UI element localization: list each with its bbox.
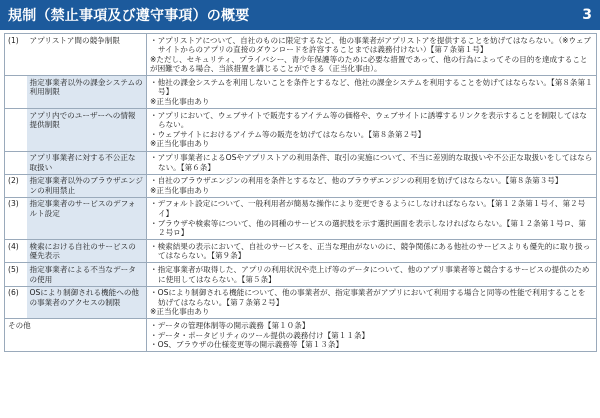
other-description [147,319,597,352]
row-category: 指定事業者による不当なデータの使用 [27,263,147,286]
table-row-other [5,319,597,352]
note-text: ※正当化事由あり [150,307,210,317]
table-row [5,263,597,286]
bullet-text: ・デフォルト設定について、一般利用者が簡易な操作により変更できるようにしなければならない。【第１２条第１号イ、第２号イ】 [150,199,586,218]
row-description [147,263,597,286]
bullet-text: ・データの管理体制等の開示義務【第１０条】 [150,320,310,330]
row-number: (6) [5,286,27,319]
note-text: ※正当化事由あり [150,185,210,195]
row-number: (3) [5,197,27,239]
row-category: 指定事業者のサービスのデフォルト設定 [27,197,147,239]
row-number [5,109,27,151]
table-row [5,76,597,109]
row-category: OSにより制御される機能への他の事業者のアクセスの制限 [27,286,147,319]
page-number: 3 [582,7,592,23]
bullet-text: ・OSにより制御される機能について、他の事業者が、指定事業者がアプリにおいて利用する場合と同等の性能で利用することを妨げてはならない。【第７条第２号】 [150,288,586,307]
bullet-text: ・他社の課金システムを利用しないことを条件とするなど、他社の課金システムを利用することを妨げてはならない。【第８条第１号】 [150,77,593,97]
row-number: (4) [5,240,27,263]
slide-header [0,0,600,30]
table-row [5,34,597,76]
table-row [5,286,597,319]
table-row [5,109,597,151]
row-category: アプリ事業者に対する不公正な取扱い [27,151,147,174]
regulation-table [4,33,597,352]
row-description [147,76,597,109]
row-description [147,197,597,239]
bullet-text: ・検索結果の表示において、自社のサービスを、正当な理由がないのに、競争関係にある他社のサービスよりも優先的に取り扱ってはならない。【第９条】 [150,241,591,261]
table-row [5,151,597,174]
bullet-text: ・自社のブラウザエンジンの利用を条件とするなど、他のブラウザエンジンの利用を妨げてはならない。【第８条第３号】 [150,176,563,186]
row-category: 検索における自社のサービスの優先表示 [27,240,147,263]
note-text: ※正当化事由あり [150,97,210,107]
row-category: アプリストア間の競争制限 [27,34,147,76]
other-label: その他 [5,319,147,352]
row-category: アプリ内でのユーザーへの情報提供制限 [27,109,147,151]
bullet-text: ・アプリストアについて、自社のものに限定するなど、他の事業者がアプリストアを提供することを妨げてはならない。（※ウェブサイトからのアプリの直接のダウンロードを許容することまでは義務付けない）【第７条第１号】 [150,35,592,55]
bullet-text: ・アプリ事業者によるOSやアプリストアの利用条件、取引の実施について、不当に差別的な取扱いや不公正な取扱いをしてはならない。【第６条】 [150,153,593,172]
row-description [147,286,597,319]
bullet-text: ・データ・ポータビリティのツール提供の義務付け【第１１条】 [150,330,370,340]
row-description [147,34,597,76]
row-category: 指定事業者以外のブラウザエンジンの利用禁止 [27,174,147,197]
note-text: ※正当化事由あり [150,139,210,149]
bullet-text: ・OS、ブラウザの仕様変更等の開示義務等【第１３条】 [150,340,344,350]
row-number [5,76,27,109]
table-row [5,240,597,263]
bullet-text: ・指定事業者が取得した、アプリの利用状況や売上げ等のデータについて、他のアプリ事業者等と競合するサービスの提供のために使用してはならない。【第５条】 [150,264,590,284]
row-description [147,151,597,174]
regulation-table-body [5,34,597,352]
table-row [5,197,597,239]
row-number: (1) [5,34,27,76]
page-title: 規制（禁止事項及び遵守事項）の概要 [8,8,250,24]
bullet-text: ・アプリにおいて、ウェブサイトで販売するアイテム等の価格や、ウェブサイトに誘導するリンクを表示することを制限してはならない。 [150,110,587,130]
row-number: (2) [5,174,27,197]
row-description [147,109,597,151]
row-description [147,174,597,197]
row-number [5,151,27,174]
row-description [147,240,597,263]
regulation-table-wrap [4,33,596,352]
bullet-text: ・ブラウザや検索等について、他の同種のサービスの選択肢を示す選択画面を表示しなければならない。【第１２条第１号ロ、第２号ロ】 [150,218,587,238]
row-category: 指定事業者以外の課金システムの利用制限 [27,76,147,109]
note-text: ※ただし、セキュリティ、プライバシー、青少年保護等のために必要な措置であって、他の行為によってその目的を達成することが困難である場合、当該措置を講じることができる（正当化事由）。 [150,54,588,74]
bullet-text: ・ウェブサイトにおけるアイテム等の販売を妨げてはならない。【第８条第２号】 [150,129,426,139]
row-number: (5) [5,263,27,286]
table-row [5,174,597,197]
